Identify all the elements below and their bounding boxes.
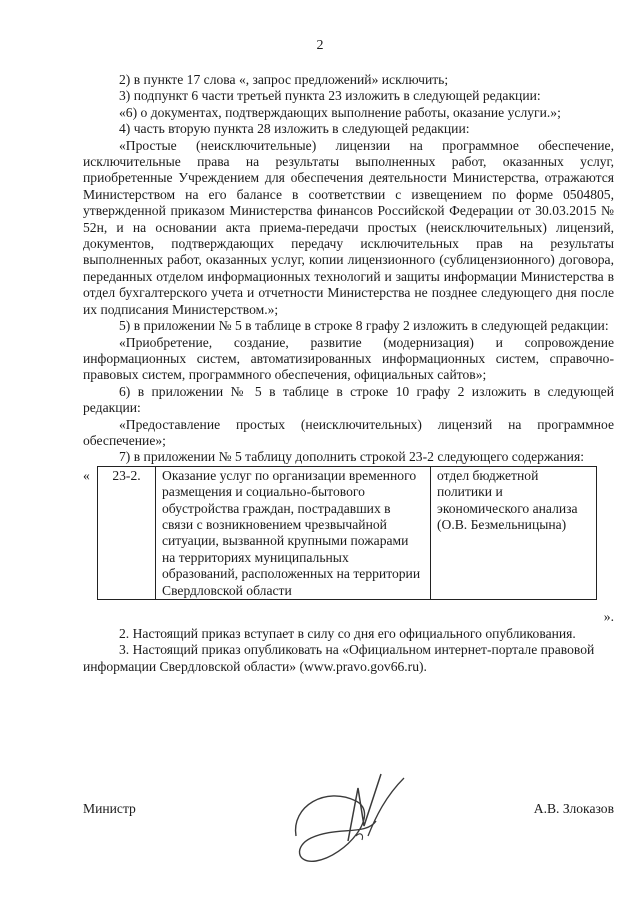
- paragraph-6: 5) в приложении № 5 в таблице в строке 8 графу 2 изложить в следующей редакции:: [119, 318, 609, 334]
- paragraph-4: 4) часть вторую пункта 28 изложить в следующей редакции:: [119, 121, 470, 137]
- handwritten-signature: [286, 766, 416, 876]
- paragraph-7: «Приобретение, создание, развитие (модернизация) и сопровождение информационных систем, автоматизированных информационных систем, справочно-правовых систем, программного обеспечения, официальных сайтов»;: [83, 334, 614, 383]
- paragraph-2: 3) подпункт 6 части третьей пункта 23 изложить в следующей редакции:: [119, 88, 541, 104]
- paragraph-9: «Предоставление простых (неисключительных) лицензий на программное обеспечение»;: [83, 416, 614, 448]
- table-close-quote: ».: [603, 609, 614, 625]
- inserted-table: [97, 466, 597, 600]
- page-number: 2: [316, 38, 324, 53]
- paragraph-3: «6) о документах, подтверждающих выполнение работы, оказание услуги.»;: [119, 104, 561, 120]
- paragraph-12: 3. Настоящий приказ опубликовать на «Официальном интернет-портале правовой информации Свердловской области» (www.pravo.gov66.ru).: [83, 642, 595, 674]
- paragraph-11: 2. Настоящий приказ вступает в силу со дня его официального опубликования.: [119, 625, 576, 641]
- paragraph-10: 7) в приложении № 5 таблицу дополнить строкой 23-2 следующего содержания:: [119, 449, 584, 465]
- paragraph-5: «Простые (неисключительные) лицензии на программное обеспечение, исключительные права на результаты выполненных работ, оказанных услуг, приобретенные Учреждением для обеспечения деятельности Министерства, отражаются Министерством на его балансе в соответствии с извещением по форме 0504805, утвержденной приказом Министерства финансов Российской Федерации от 30.03.2015 № 52н, и на основании акта приема-передачи простых (неисключительных) лицензий, документов, подтверждающих передачу исключительных прав на результаты выполненных работ, оказанных услуг, копии лицензионного (сублицензионного) договора, переданных отделом информационных технологий и защиты информации Министерства в отдел бухгалтерского учета и отчетности Министерства не позднее следующего дня после их подписания Министерством.»;: [83, 137, 614, 317]
- signatory-name: А.В. Злоказов: [533, 801, 614, 816]
- inserted-table-block: [83, 466, 614, 626]
- table-row: [98, 466, 597, 599]
- paragraph-1: 2) в пункте 17 слова «, запрос предложений» исключить;: [119, 72, 449, 87]
- table-cell-number: 23-2.: [98, 466, 156, 599]
- paragraph-8: 6) в приложении № 5 в таблице в строке 10 графу 2 изложить в следующей редакции:: [83, 383, 614, 416]
- table-cell-description: Оказание услуг по организации временного размещения и социально-бытового обустройства граждан, пострадавших в связи с возникновением чрезвычайной ситуации, вызванной крупными пожарами на территориях муниципальных образований, расположенных на территории Свердловской области: [156, 466, 431, 599]
- signatory-position: Министр: [83, 801, 136, 816]
- table-open-quote: «: [83, 467, 90, 483]
- table-cell-responsible: отдел бюджетной политики и экономического анализа (О.В. Безмельницына): [431, 466, 597, 599]
- document-body: [83, 72, 614, 675]
